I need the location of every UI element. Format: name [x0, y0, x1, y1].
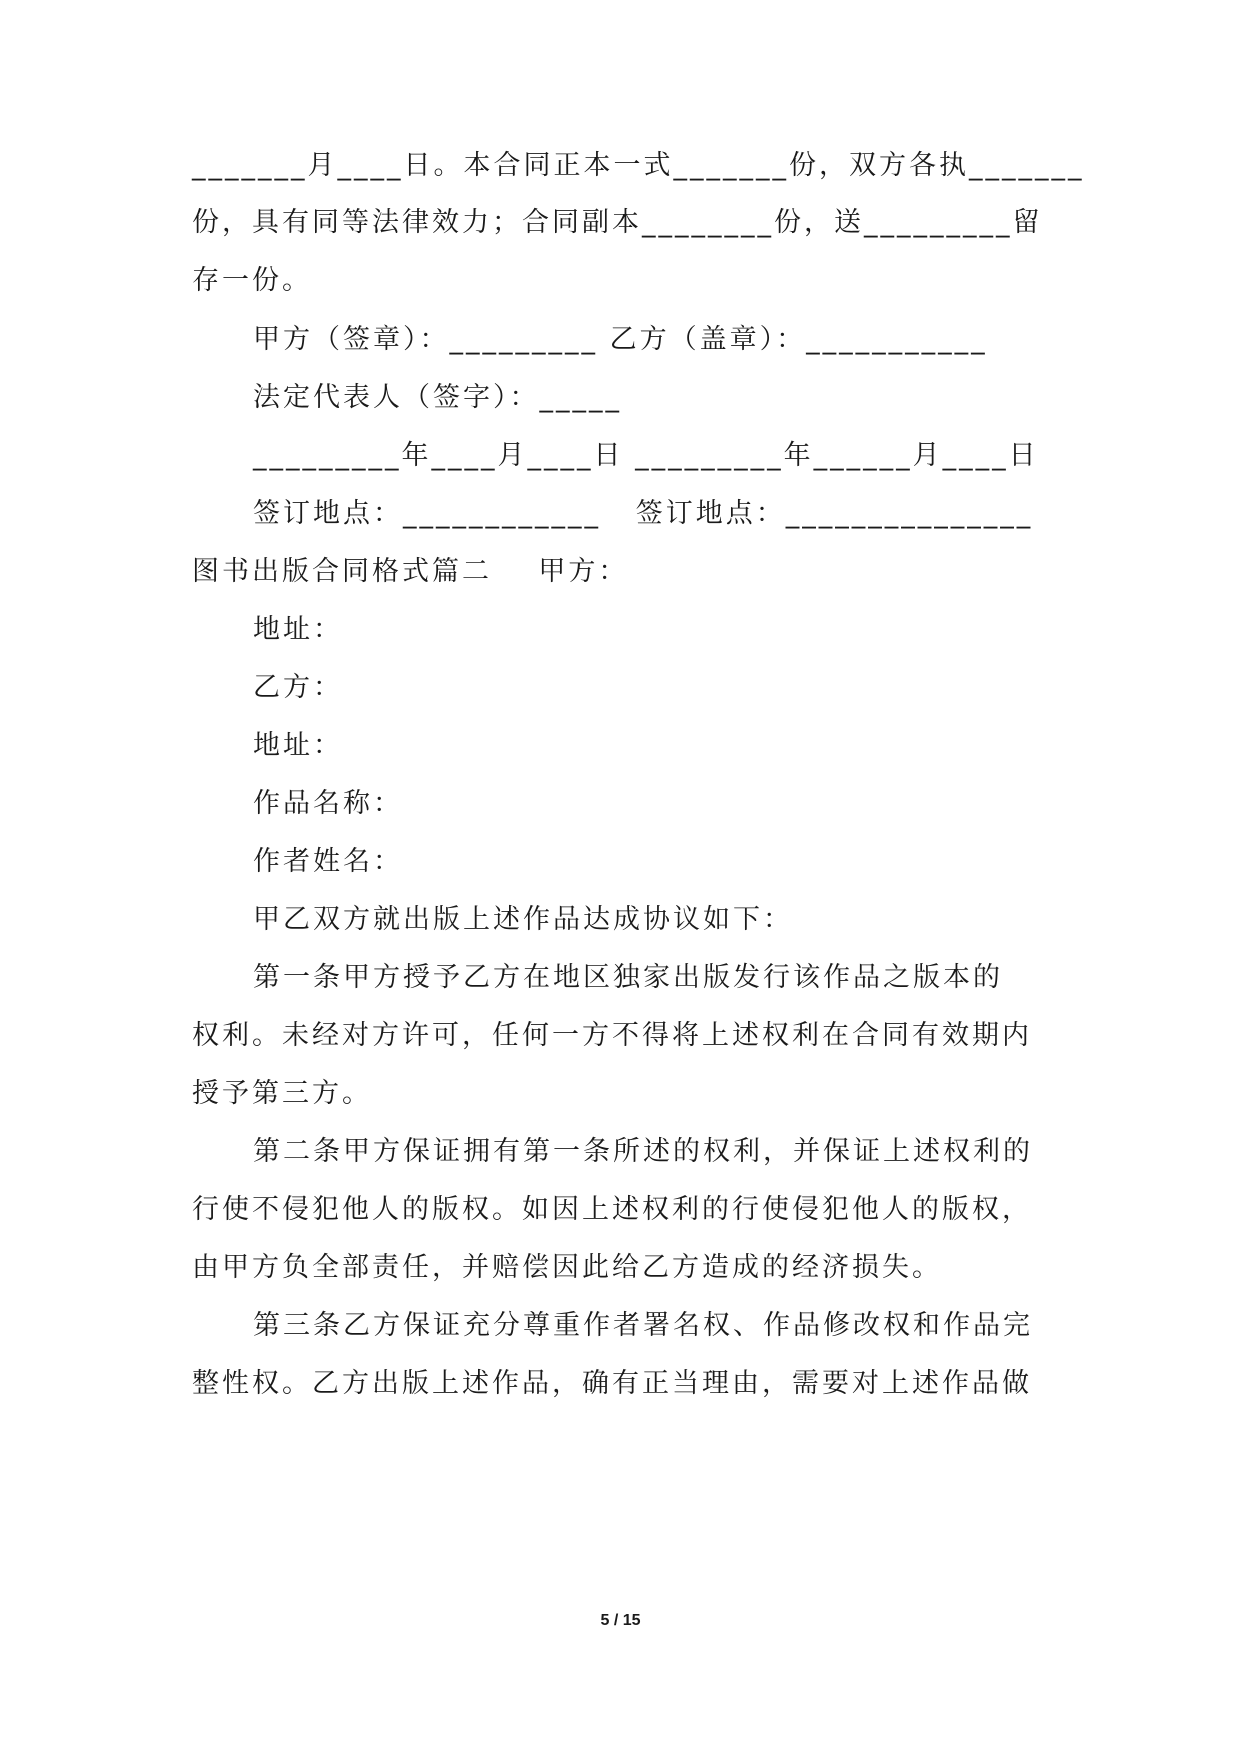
section-heading: 图书出版合同格式篇二 甲方：	[192, 556, 629, 587]
article-2-line-3: 由甲方负全部责任，并赔偿因此给乙方造成的经济损失。	[192, 1252, 942, 1283]
article-2-line-2: 行使不侵犯他人的版权。如因上述权利的行使侵犯他人的版权，	[192, 1194, 1032, 1225]
agreement-intro: 甲乙双方就出版上述作品达成协议如下：	[253, 904, 793, 935]
signing-place-line: 签订地点：____________ 签订地点：_______________	[253, 498, 1034, 529]
page-number: 5 / 15	[600, 1612, 641, 1629]
field-address-a: 地址：	[253, 614, 343, 645]
article-3-line-1: 第三条乙方保证充分尊重作者署名权、作品修改权和作品完	[253, 1310, 1033, 1341]
text-line-1: _______月____日。本合同正本一式_______份，双方各执_______	[192, 150, 1085, 181]
field-author-name: 作者姓名：	[253, 846, 403, 877]
text-line-3: 存一份。	[192, 265, 312, 296]
article-1-line-1: 第一条甲方授予乙方在地区独家出版发行该作品之版本的	[253, 962, 1003, 993]
article-1-line-2: 权利。未经对方许可，任何一方不得将上述权利在合同有效期内	[192, 1020, 1032, 1051]
field-work-title: 作品名称：	[253, 788, 403, 819]
article-3-line-2: 整性权。乙方出版上述作品，确有正当理由，需要对上述作品做	[192, 1368, 1032, 1399]
field-address-b: 地址：	[253, 730, 343, 761]
field-party-b: 乙方：	[253, 672, 343, 703]
date-line: _________年____月____日 _________年______月____日	[253, 440, 1039, 471]
article-2-line-1: 第二条甲方保证拥有第一条所述的权利，并保证上述权利的	[253, 1136, 1033, 1167]
article-1-line-3: 授予第三方。	[192, 1078, 372, 1109]
text-line-2: 份，具有同等法律效力；合同副本________份，送_________留	[192, 207, 1043, 238]
signature-line-party-a-b: 甲方（签章）：_________ 乙方（盖章）：___________	[253, 324, 988, 355]
legal-representative-line: 法定代表人（签字）：_____	[253, 382, 622, 413]
